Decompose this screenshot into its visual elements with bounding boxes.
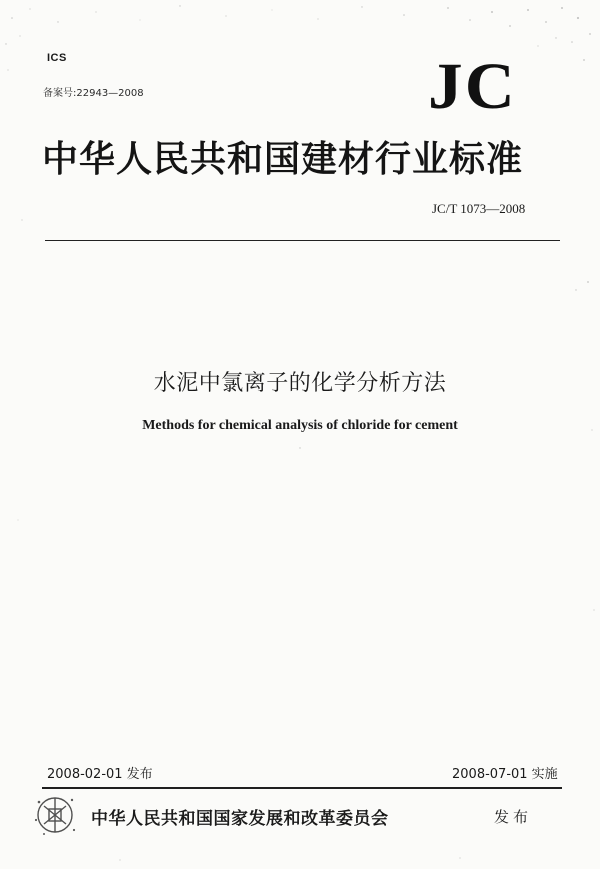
standard-logo: JC <box>428 50 517 123</box>
issuer-seal-icon <box>30 790 80 840</box>
document-title-english: Methods for chemical analysis of chloride for cement <box>142 418 458 433</box>
standard-category-title: 中华人民共和国建材行业标准 <box>42 139 524 180</box>
filing-number: 备案号:22943—2008 <box>43 88 144 99</box>
issue-date: 2008-02-01 发布 <box>47 767 153 782</box>
issuing-authority: 中华人民共和国国家发展和改革委员会 <box>91 809 389 829</box>
ics-label: ICS <box>47 52 67 64</box>
issue-action-label: 发布 <box>494 808 533 826</box>
header-divider <box>45 240 560 241</box>
document-title-chinese: 水泥中氯离子的化学分析方法 <box>153 371 447 396</box>
footer-divider <box>42 787 562 789</box>
implementation-date: 2008-07-01 实施 <box>452 767 558 782</box>
standard-number: JC/T 1073—2008 <box>432 201 526 216</box>
